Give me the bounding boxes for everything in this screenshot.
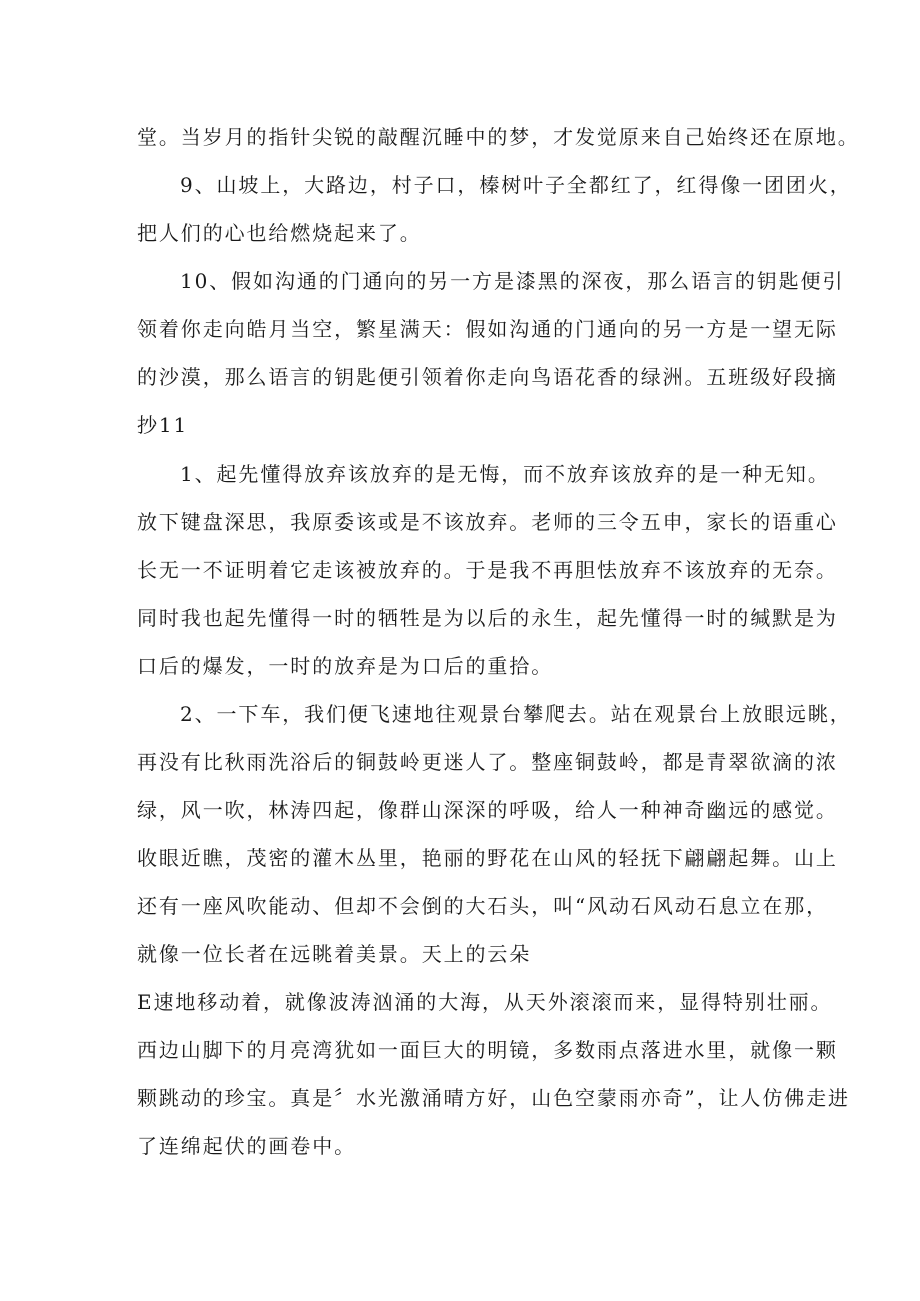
text-line: 10、假如沟通的门通向的另一方是漆黑的深夜，那么语言的钥匙便引 <box>180 269 845 293</box>
text-line: 还有一座风吹能动、但却不会倒的大石头，叫“风动石风动石息立在那， <box>137 894 829 918</box>
text-line: 绿，风一吹，林涛四起，像群山深深的呼吸，给人一种神奇幽远的感觉。 <box>137 798 838 822</box>
text-line: 再没有比秋雨洗浴后的铜鼓岭更迷人了。整座铜鼓岭，都是青翠欲滴的浓 <box>137 750 838 774</box>
text-line: 9、山坡上，大路边，村子口，榛树叶子全都红了，红得像一团团火， <box>180 173 852 197</box>
text-line: 了连绵起伏的画卷中。 <box>137 1134 356 1158</box>
text-line: 长无一不证明着它走该被放弃的。于是我不再胆怯放弃不该放弃的无奈。 <box>137 558 838 582</box>
text-line: E速地移动着，就像波涛汹涌的大海，从天外滚滚而来，显得特别壮丽。 <box>137 990 833 1014</box>
text-line: 的沙漠，那么语言的钥匙便引领着你走向鸟语花香的绿洲。五班级好段摘 <box>137 365 838 389</box>
text-line: 2、一下车，我们便飞速地往观景台攀爬去。站在观景台上放眼远眺， <box>180 702 852 726</box>
text-line: 颗跳动的珍宝。真是〞水光激涌晴方好，山色空蒙雨亦奇”，让人仿佛走进 <box>137 1086 850 1110</box>
text-line: 领着你走向皓月当空，繁星满天：假如沟通的门通向的另一方是一望无际 <box>137 317 838 341</box>
text-line: 收眼近瞧，茂密的灌木丛里，艳丽的野花在山风的轻抚下翩翩起舞。山上 <box>137 846 838 870</box>
text-line: 把人们的心也给燃烧起来了。 <box>137 221 422 245</box>
text-line: 抄11 <box>137 413 189 437</box>
text-line: 就像一位长者在远眺着美景。天上的云朵 <box>137 942 532 966</box>
text-line: 同时我也起先懂得一时的牺牲是为以后的永生，起先懂得一时的缄默是为 <box>137 606 838 630</box>
text-line: 放下键盘深思，我原委该或是不该放弃。老师的三令五申，家长的语重心 <box>137 510 838 534</box>
text-line: 口后的爆发，一时的放弃是为口后的重拾。 <box>137 654 554 678</box>
text-line: 西边山脚下的月亮湾犹如一面巨大的明镜，多数雨点落进水里，就像一颗 <box>137 1038 838 1062</box>
text-line: 堂。当岁月的指针尖锐的敲醒沉睡中的梦，才发觉原来自己始终还在原地。 <box>137 125 860 149</box>
text-line: 1、起先懂得放弃该放弃的是无悔，而不放弃该放弃的是一种无知。 <box>180 462 830 486</box>
